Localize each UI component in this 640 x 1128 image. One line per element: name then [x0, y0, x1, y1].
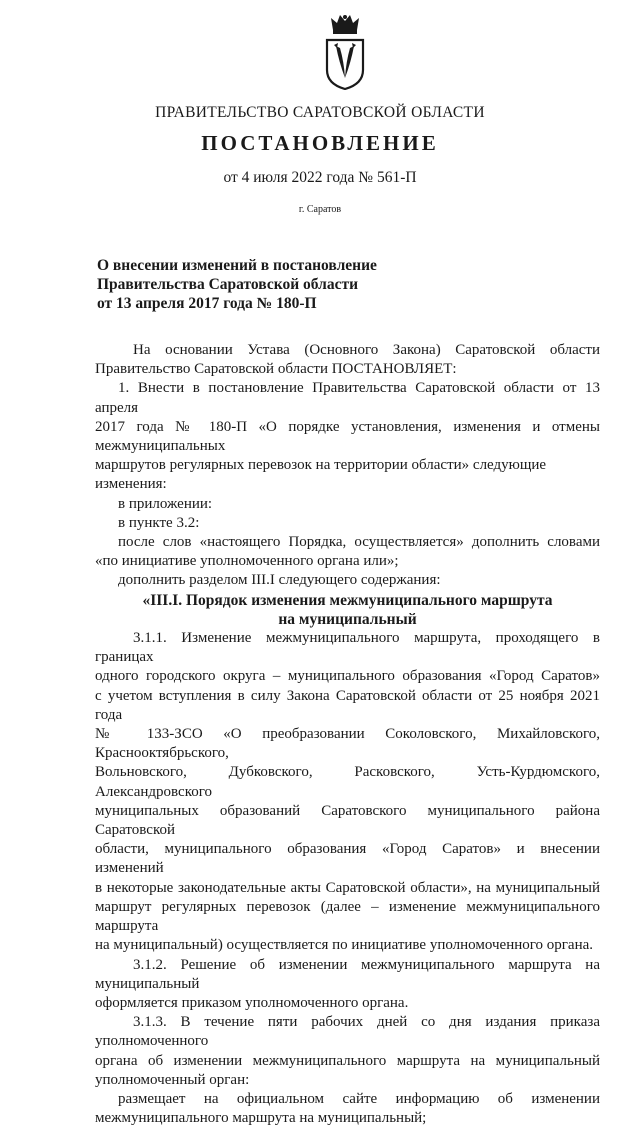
body-line: 2017 года № 180-П «О порядке установления, изменения и отмены межмуниципальных	[95, 418, 600, 455]
document-title	[97, 256, 377, 313]
body-line: муниципальных образований Саратовского муниципального района Саратовской	[95, 802, 600, 839]
body-line: маршрутов регулярных перевозок на территории области» следующие изменения:	[95, 457, 547, 493]
body-line: уполномоченный орган:	[95, 1071, 250, 1088]
body-line: 1. Внести в постановление Правительства Саратовской области от 13 апреля	[95, 380, 600, 416]
government-name: ПРАВИТЕЛЬСТВО САРАТОВСКОЙ ОБЛАСТИ	[155, 104, 485, 121]
body-line: в приложении:	[118, 495, 213, 512]
body-line: Правительство Саратовской области ПОСТАНОВЛЯЕТ:	[95, 361, 457, 378]
title-line: О внесении изменений в постановление	[97, 257, 377, 274]
document-body	[95, 341, 600, 1128]
document-type: ПОСТАНОВЛЕНИЕ	[201, 131, 439, 155]
body-line: № 133-ЗСО «О преобразовании Соколовского, Михайловского, Краснооктябрьского,	[95, 726, 600, 762]
body-line: органа об изменении межмуниципального маршрута на муниципальный	[95, 1052, 600, 1069]
body-line: Вольновского, Дубковского, Расковского, Усть-Курдюмского, Александровского	[95, 764, 600, 800]
body-line: одного городского округа – муниципального образования «Город Саратов»	[95, 668, 600, 685]
body-line: дополнить разделом III.I следующего содержания:	[118, 572, 441, 589]
title-line: Правительства Саратовской области	[97, 276, 358, 293]
city-name: г. Саратов	[298, 204, 342, 215]
body-line: в пункте 3.2:	[118, 514, 200, 531]
section-title: на муниципальный	[278, 610, 417, 628]
saratov-coat-of-arms-icon	[323, 12, 367, 90]
body-line: маршрут регулярных перевозок (далее – изменение межмуниципального маршрута	[95, 898, 600, 935]
body-line: межмуниципального маршрута на муниципальный;	[95, 1110, 427, 1127]
body-line: оформляется приказом уполномоченного органа.	[95, 994, 409, 1011]
body-line: 3.1.2. Решение об изменении межмуниципального маршрута на муниципальный	[95, 956, 600, 992]
body-line: после слов «настоящего Порядка, осуществляется» дополнить словами	[118, 534, 600, 551]
title-line: от 13 апреля 2017 года № 180-П	[97, 295, 317, 312]
body-line: 3.1.3. В течение пяти рабочих дней со дня издания приказа уполномоченного	[95, 1014, 600, 1050]
body-line: размещает на официальном сайте информацию об изменении	[118, 1090, 600, 1107]
body-line: на муниципальный) осуществляется по инициативе уполномоченного органа.	[95, 937, 594, 954]
body-line: На основании Устава (Основного Закона) Саратовской области	[133, 342, 600, 358]
body-line: «по инициативе уполномоченного органа или»;	[95, 553, 399, 570]
body-line: области, муниципального образования «Город Саратов» и внесении изменений	[95, 841, 600, 877]
body-line: 3.1.1. Изменение межмуниципального маршрута, проходящего в границах	[95, 630, 600, 666]
body-line: в некоторые законодательные акты Саратовской области», на муниципальный	[95, 879, 600, 896]
section-title: «III.I. Порядок изменения межмуниципального маршрута	[142, 591, 553, 609]
document-number: от 4 июля 2022 года № 561-П	[223, 169, 417, 186]
body-line: с учетом вступления в силу Закона Саратовской области от 25 ноября 2021 года	[95, 687, 600, 723]
